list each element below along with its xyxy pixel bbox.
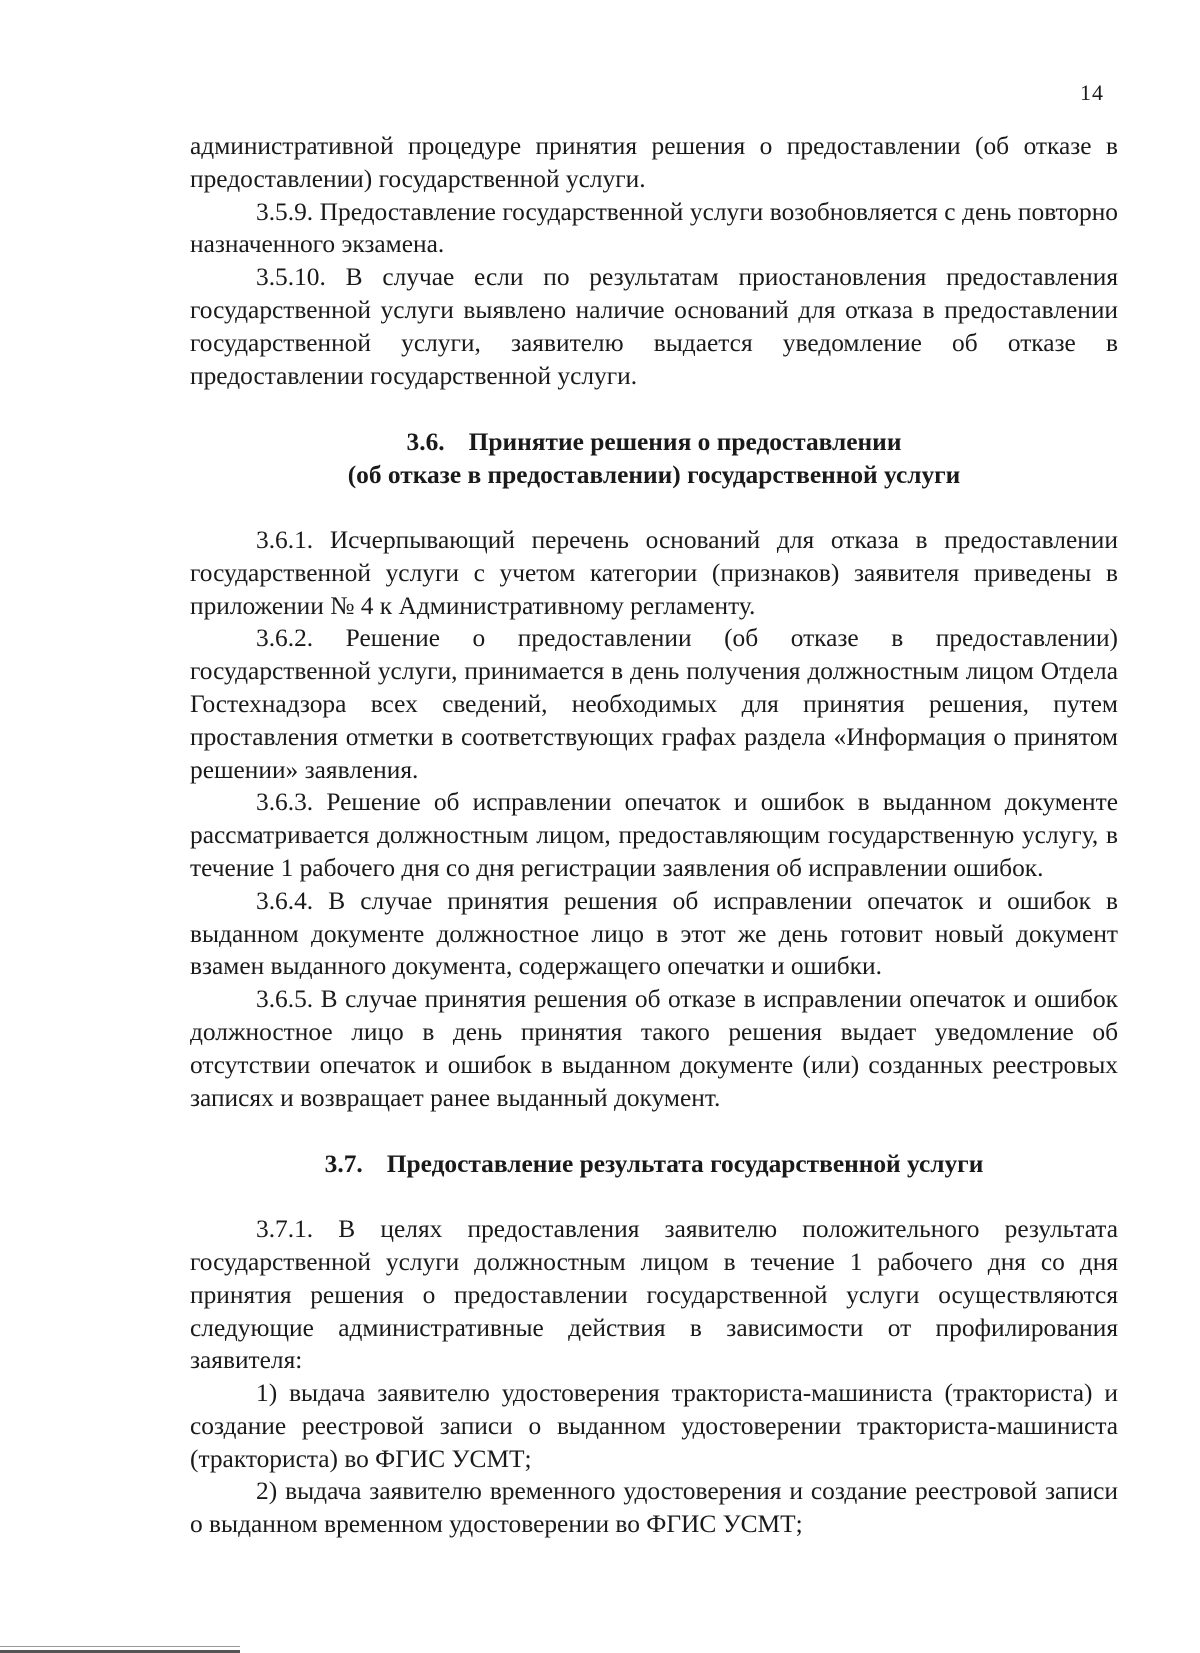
paragraph-3-6-1: 3.6.1. Исчерпывающий перечень оснований для отказа в предоставлении государственной услуги с учетом категории (признаков) заявителя приведены в приложении № 4 к Административному регламенту. <box>190 525 1118 620</box>
document-body <box>190 130 1118 1541</box>
section-title-3-7: Предоставление результата государственной услуги <box>386 1150 984 1179</box>
list-item-2: 2) выдача заявителю временного удостоверения и создание реестровой записи о выданном временном удостоверении во ФГИС УСМТ; <box>190 1477 1118 1539</box>
paragraph-3-6-5: 3.6.5. В случае принятия решения об отказе в исправлении опечаток и ошибок должностное лицо в день принятия такого решения выдает уведомление об отсутствии опечаток и ошибок в выданном документе (или) созданных реестровых записях и возвращает ранее выданный документ. <box>190 985 1118 1112</box>
section-number-3-7: 3.7. <box>324 1150 363 1179</box>
paragraph-3-6-2: 3.6.2. Решение о предоставлении (об отказе в предоставлении) государственной услуги, принимается в день получения должностным лицом Отдела Гостехнадзора всех сведений, необходимых для принятия решения, путем проставления отметки в соответствующих графах раздела «Информация о принятом решении» заявления. <box>190 624 1118 784</box>
section-heading-3-6 <box>190 426 1118 492</box>
scan-edge-line <box>0 1646 240 1647</box>
section-heading-3-7 <box>190 1148 1118 1181</box>
paragraph-3-7-1: 3.7.1. В целях предоставления заявителю положительного результата государственной услуги должностным лицом в течение 1 рабочего дня со дня принятия решения о предоставлении государственной услуги осуществляются следующие административные действия в зависимости от профилирования заявителя: <box>190 1215 1118 1375</box>
paragraph-3-6-4: 3.6.4. В случае принятия решения об исправлении опечаток и ошибок в выданном документе должностное лицо в этот же день готовит новый документ взамен выданного документа, содержащего опечатки и ошибки. <box>190 886 1118 981</box>
section-number-3-6: 3.6. <box>406 428 445 457</box>
paragraph-3-5-9: 3.5.9. Предоставление государственной услуги возобновляется с день повторно назначенного экзамена. <box>190 197 1118 259</box>
section-heading-3-6-line1 <box>190 426 1118 459</box>
page-number: 14 <box>1080 80 1104 105</box>
section-title-3-6-line2: (об отказе в предоставлении) государственной услуги <box>347 461 961 490</box>
section-title-3-6-line1: Принятие решения о предоставлении <box>468 428 902 457</box>
paragraph-3-5-10: 3.5.10. В случае если по результатам приостановления предоставления государственной услуги выявлено наличие оснований для отказа в предоставлении государственной услуги, заявителю выдается уведомление об отказе в предоставлении государственной услуги. <box>190 263 1118 390</box>
paragraph-continuation: административной процедуре принятия решения о предоставлении (об отказе в предоставлении) государственной услуги. <box>190 132 1118 193</box>
list-item-1: 1) выдача заявителю удостоверения тракториста-машиниста (тракториста) и создание реестровой записи о выданном удостоверении тракториста-машиниста (тракториста) во ФГИС УСМТ; <box>190 1379 1118 1473</box>
paragraph-3-6-3: 3.6.3. Решение об исправлении опечаток и ошибок в выданном документе рассматривается должностным лицом, предоставляющим государственную услугу, в течение 1 рабочего дня со дня регистрации заявления об исправлении ошибок. <box>190 788 1118 882</box>
